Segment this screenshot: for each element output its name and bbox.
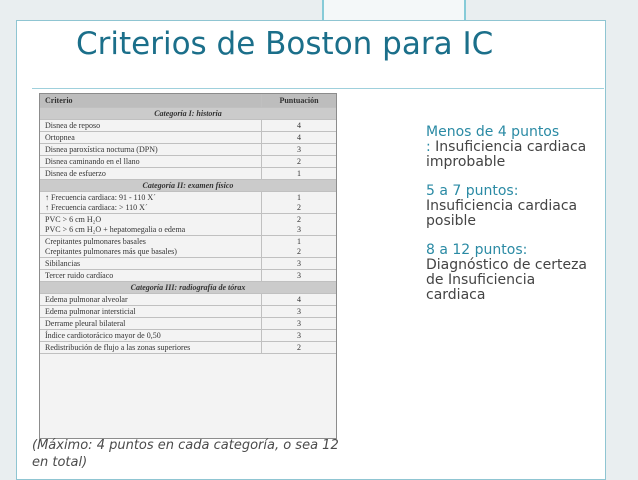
legend-item-low bbox=[426, 125, 598, 170]
points-cell: 4 bbox=[297, 133, 301, 142]
criterion-cell: Disnea paroxística nocturna (DPN) bbox=[40, 144, 262, 155]
category-label: Categoría III: radiografía de tórax bbox=[130, 283, 246, 292]
points-cell: 3 bbox=[297, 319, 301, 328]
points-cell: 1 bbox=[297, 169, 301, 178]
criterion-cell: Derrame pleural bilateral bbox=[40, 318, 262, 329]
criterion-line: Crepitantes pulmonares basales bbox=[45, 237, 146, 246]
criterion-line: ↑ Frecuencia cardiaca: 91 - 110 X´ bbox=[45, 193, 156, 202]
table-row bbox=[40, 144, 336, 156]
criterion-cell: Disnea de reposo bbox=[40, 120, 262, 131]
range-description: Insuficiencia cardiaca improbable bbox=[426, 139, 587, 170]
criterion-cell: Disnea caminando en el llano bbox=[40, 156, 262, 167]
criterion-cell bbox=[40, 214, 262, 235]
criterion-cell: Edema pulmonar alveolar bbox=[40, 294, 262, 305]
category-label: Categoría I: historia bbox=[154, 109, 222, 118]
points-cell: 3 bbox=[297, 331, 301, 340]
range-description: Diagnóstico de certeza de Insuficiencia cardiaca bbox=[426, 257, 588, 303]
table-row bbox=[40, 306, 336, 318]
criterion-cell: Disnea de esfuerzo bbox=[40, 168, 262, 179]
range-separator: : bbox=[426, 139, 431, 155]
range-label: 8 a 12 puntos: bbox=[426, 242, 528, 258]
table-row bbox=[40, 168, 336, 180]
table-row bbox=[40, 236, 336, 258]
table-row bbox=[40, 214, 336, 236]
criterion-line: Crepitantes pulmonares más que basales) bbox=[45, 247, 177, 256]
category-row bbox=[40, 108, 336, 120]
header-points: Puntuación bbox=[279, 96, 319, 105]
table-row bbox=[40, 192, 336, 214]
criterion-cell: Índice cardiotorácico mayor de 0,50 bbox=[40, 330, 262, 341]
criterion-line: PVC > 6 cm H₂O + hepatomegalia o edema bbox=[45, 225, 186, 234]
criterion-cell bbox=[40, 192, 262, 213]
table-row bbox=[40, 156, 336, 168]
title-divider bbox=[32, 88, 604, 89]
table-row bbox=[40, 270, 336, 282]
criterion-line: ↑ Frecuencia cardiaca: > 110 X´ bbox=[45, 203, 148, 212]
table-header-row bbox=[40, 94, 336, 108]
points-cell: 3 bbox=[297, 271, 301, 280]
table-row bbox=[40, 318, 336, 330]
slide-title: Criterios de Boston para IC bbox=[76, 26, 494, 62]
category-row bbox=[40, 180, 336, 192]
maximum-points-note: (Máximo: 4 puntos en cada categoría, o sea 12 en total) bbox=[32, 438, 339, 470]
header-criterion: Criterio bbox=[40, 94, 262, 107]
points-cell: 1 2 bbox=[297, 237, 301, 256]
points-cell: 3 bbox=[297, 307, 301, 316]
range-label: 5 a 7 puntos: bbox=[426, 183, 519, 199]
points-cell: 2 3 bbox=[297, 215, 301, 234]
criterion-cell: Redistribución de flujo a las zonas superiores bbox=[40, 342, 262, 353]
points-cell: 3 bbox=[297, 145, 301, 154]
points-cell: 4 bbox=[297, 121, 301, 130]
range-description: Insuficiencia cardiaca posible bbox=[426, 198, 578, 229]
legend-item-high bbox=[426, 243, 598, 303]
boston-criteria-table bbox=[39, 93, 337, 439]
table-row bbox=[40, 342, 336, 354]
criterion-cell bbox=[40, 236, 262, 257]
legend-item-mid bbox=[426, 184, 598, 229]
criterion-cell: Edema pulmonar intersticial bbox=[40, 306, 262, 317]
points-cell: 4 bbox=[297, 295, 301, 304]
category-label: Categoría II: examen físico bbox=[142, 181, 234, 190]
table-row bbox=[40, 132, 336, 144]
points-cell: 1 2 bbox=[297, 193, 301, 212]
score-interpretation bbox=[426, 125, 598, 317]
table-row bbox=[40, 294, 336, 306]
points-cell: 2 bbox=[297, 343, 301, 352]
points-cell: 3 bbox=[297, 259, 301, 268]
category-row bbox=[40, 282, 336, 294]
criterion-cell: Ortopnea bbox=[40, 132, 262, 143]
table-row bbox=[40, 120, 336, 132]
range-label: Menos de 4 puntos bbox=[426, 124, 560, 140]
criterion-line: PVC > 6 cm H₂O bbox=[45, 215, 102, 224]
criterion-cell: Tercer ruido cardíaco bbox=[40, 270, 262, 281]
table-row bbox=[40, 330, 336, 342]
criterion-cell: Sibilancias bbox=[40, 258, 262, 269]
points-cell: 2 bbox=[297, 157, 301, 166]
table-row bbox=[40, 258, 336, 270]
